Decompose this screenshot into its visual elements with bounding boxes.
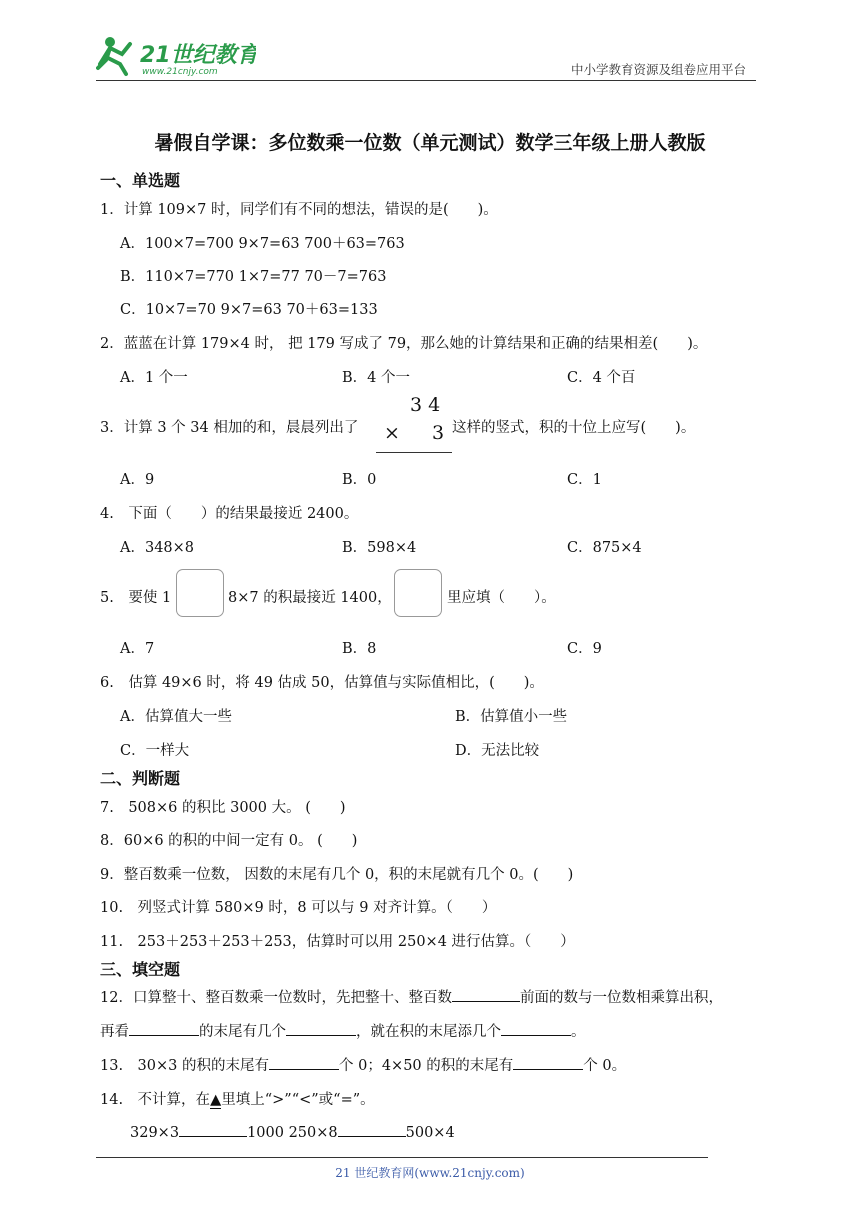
question-1-option-a: A．100×7=700 9×7=63 700＋63=763 — [120, 236, 405, 252]
question-14-stem — [100, 1088, 375, 1109]
question-14-expr: 500×4 — [405, 1125, 455, 1141]
vertical-bottom-number: 3 — [432, 422, 445, 444]
question-1-option-b: B．110×7=770 1×7=77 70－7=763 — [120, 269, 387, 285]
question-4-stem: 4. 下面（ ）的结果最接近 2400。 — [100, 506, 359, 522]
question-3-option-c: C．1 — [567, 472, 602, 488]
vertical-result-line — [376, 452, 452, 453]
question-2-option-a: A．1 个一 — [120, 370, 188, 386]
question-12-text: 12．口算整十、整百数乘一位数时，先把整十、整百数 — [100, 990, 452, 1006]
question-11: 11. 253＋253＋253＋253，估算时可以用 250×4 进行估算。（ ） — [100, 934, 575, 950]
question-3-option-a: A．9 — [120, 472, 155, 488]
question-12-line-1 — [100, 986, 723, 1007]
vertical-multiplication — [376, 394, 452, 456]
triangle-icon: ▲ — [210, 1092, 222, 1108]
question-5-option-a: A．7 — [120, 641, 155, 657]
question-12-text: 再看 — [100, 1024, 129, 1040]
question-3-stem-start: 3．计算 3 个 34 相加的和，晨晨列出了 — [100, 420, 359, 436]
answer-blank[interactable] — [501, 1021, 571, 1036]
question-14-text: 14. 不计算，在 — [100, 1092, 211, 1108]
question-6-option-d: D．无法比较 — [455, 743, 540, 759]
question-2-option-c: C．4 个百 — [567, 370, 636, 386]
question-13-text: 个 0；4×50 的积的末尾有 — [339, 1058, 514, 1074]
question-5-option-c: C．9 — [567, 641, 602, 657]
question-12-text: ，就在积的末尾添几个 — [356, 1024, 501, 1040]
question-6-option-a: A．估算值大一些 — [120, 709, 232, 725]
question-14-expr: 1000 250×8 — [247, 1125, 338, 1141]
runner-logo-icon — [96, 34, 256, 78]
question-1-option-c: C．10×7=70 9×7=63 70＋63=133 — [120, 302, 378, 318]
vertical-top-number: 3 4 — [410, 394, 441, 416]
footer-divider — [96, 1157, 708, 1158]
answer-blank[interactable] — [269, 1055, 339, 1070]
answer-box — [394, 569, 442, 617]
footer-text: 21 世纪教育网(www.21cnjy.com) — [335, 1166, 525, 1180]
question-7: 7. 508×6 的积比 3000 大。 ( ) — [100, 800, 346, 816]
question-14-text: 里填上“>”“<”或“=”。 — [221, 1092, 375, 1108]
question-1-stem: 1．计算 109×7 时，同学们有不同的想法，错误的是( )。 — [100, 202, 498, 218]
answer-blank[interactable] — [179, 1122, 247, 1137]
answer-blank[interactable] — [513, 1055, 583, 1070]
question-13 — [100, 1054, 626, 1075]
question-8: 8．60×6 的积的中间一定有 0。 ( ) — [100, 833, 358, 849]
vertical-operator: × — [384, 422, 400, 444]
page-title: 暑假自学课：多位数乘一位数（单元测试）数学三年级上册人教版 — [154, 132, 706, 154]
answer-box — [176, 569, 224, 617]
question-5-part-3: 里应填（ ）。 — [447, 590, 556, 606]
answer-blank[interactable] — [286, 1021, 356, 1036]
question-5-option-b: B．8 — [342, 641, 377, 657]
logo — [96, 34, 256, 78]
question-6-stem: 6. 估算 49×6 时，将 49 估成 50，估算值与实际值相比，( )。 — [100, 675, 544, 691]
section-heading-single-choice: 一、单选题 — [100, 171, 181, 190]
platform-label: 中小学教育资源及组卷应用平台 — [571, 62, 747, 77]
question-14-items — [130, 1122, 455, 1141]
question-5-part-2: 8×7 的积最接近 1400， — [228, 590, 392, 606]
question-2-stem: 2．蓝蓝在计算 179×4 时， 把 179 写成了 79，那么她的计算结果和正确的结果相差( )。 — [100, 336, 708, 352]
question-2-option-b: B．4 个一 — [342, 370, 410, 386]
question-14-expr: 329×3 — [130, 1125, 180, 1141]
question-13-text: 13. 30×3 的积的末尾有 — [100, 1058, 269, 1074]
question-6-option-b: B．估算值小一些 — [455, 709, 568, 725]
question-13-text: 个 0。 — [583, 1058, 627, 1074]
question-4-option-c: C．875×4 — [567, 540, 642, 556]
question-4-option-a: A．348×8 — [120, 540, 195, 556]
question-5-part-1: 5. 要使 1 — [100, 590, 172, 606]
answer-blank[interactable] — [338, 1122, 406, 1137]
question-10: 10. 列竖式计算 580×9 时，8 可以与 9 对齐计算。（ ） — [100, 900, 497, 916]
question-9: 9．整百数乘一位数， 因数的末尾有几个 0，积的末尾就有几个 0。( ) — [100, 867, 574, 883]
question-12-text: 的末尾有几个 — [199, 1024, 286, 1040]
logo-url: www.21cnjy.com — [142, 67, 218, 77]
question-12-text: 。 — [571, 1024, 586, 1040]
question-12-text: 前面的数与一位数相乘算出积， — [519, 990, 723, 1006]
question-12-line-2 — [100, 1020, 586, 1041]
answer-blank[interactable] — [452, 987, 520, 1002]
question-6-option-c: C．一样大 — [120, 743, 190, 759]
logo-text: 21世纪教育 — [140, 43, 256, 68]
section-heading-true-false: 二、判断题 — [100, 769, 181, 788]
section-heading-fill-blank: 三、填空题 — [100, 960, 181, 979]
header-divider — [96, 80, 756, 81]
answer-blank[interactable] — [129, 1021, 199, 1036]
question-3-stem-end: 这样的竖式，积的十位上应写( )。 — [452, 420, 696, 436]
question-3-option-b: B．0 — [342, 472, 377, 488]
question-4-option-b: B．598×4 — [342, 540, 417, 556]
